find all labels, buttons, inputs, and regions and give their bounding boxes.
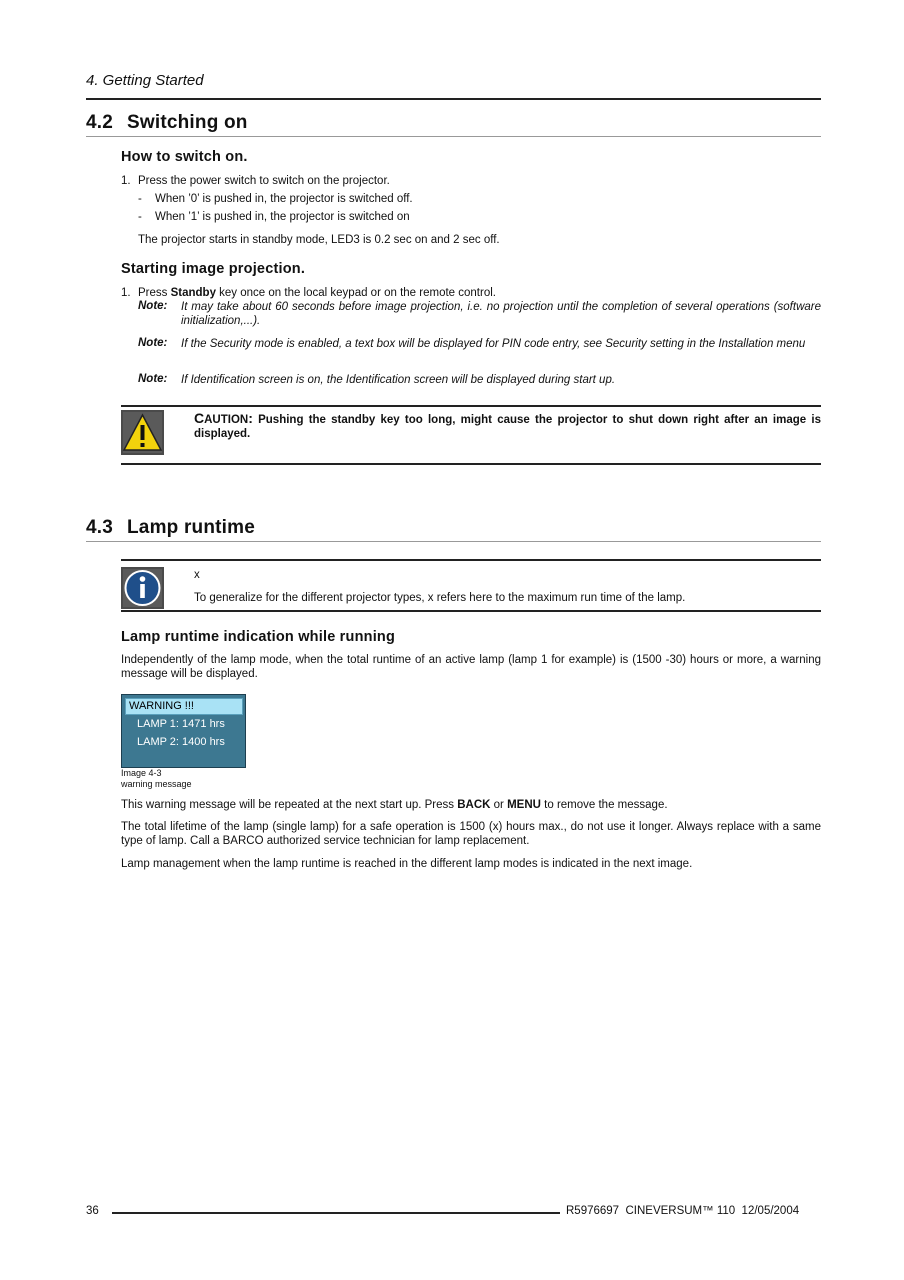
lamp1-runtime: LAMP 1: 1471 hrs <box>137 718 225 730</box>
page-number: 36 <box>86 1205 99 1217</box>
step-text-pre: Press <box>138 287 171 299</box>
caution-bottom-rule <box>121 463 821 465</box>
bullet-mark: - <box>138 193 142 205</box>
repeat-text-pre: This warning message will be repeated at the next start up. Press <box>121 799 458 811</box>
note-text: If the Security mode is enabled, a text box will be displayed for PIN code entry, see Security setting in the Installation menu <box>181 338 806 350</box>
image-caption-label: Image 4-3 <box>121 768 162 778</box>
caution-label-rest: AUTION <box>204 414 249 426</box>
warning-title: WARNING !!! <box>125 698 243 715</box>
warning-message-box <box>121 694 246 768</box>
step-text <box>138 286 496 300</box>
note-text: If Identification screen is on, the Identification screen will be displayed during start up. <box>181 374 616 386</box>
bullet-mark: - <box>138 211 142 223</box>
repeat-text-or: or <box>490 799 508 811</box>
step-text-post: key once on the local keypad or on the remote control. <box>215 287 496 299</box>
section-title-text: Lamp runtime <box>127 517 256 538</box>
subheading-starting-projection: Starting image projection. <box>121 261 306 277</box>
info-text: To generalize for the different projector types, x refers here to the maximum run time of the lamp. <box>194 592 686 604</box>
section-number: 4.2 <box>86 112 114 133</box>
subheading-lamp-runtime-indication: Lamp runtime indication while running <box>121 629 396 645</box>
bullet-item: When ’1’ is pushed in, the projector is switched on <box>155 211 410 223</box>
warning-triangle-icon <box>121 410 164 455</box>
indication-paragraph: Independently of the lamp mode, when the total runtime of an active lamp (lamp 1 for example) is (1500 -30) hours or more, a warning message will be displayed. <box>121 654 821 680</box>
note-label: Note: <box>138 373 168 385</box>
chapter-header: 4. Getting Started <box>86 72 204 89</box>
footer-doc-info: R5976697 CINEVERSUM™ 110 12/05/2004 <box>566 1205 800 1217</box>
note-text: It may take about 60 seconds before image projection, i.e. no projection until the completion of several operations (software initialization,...). <box>181 301 821 327</box>
caution-label-initial: C <box>194 410 205 426</box>
section-rule <box>86 136 821 137</box>
step-text: Press the power switch to switch on the projector. <box>138 175 390 187</box>
header-rule <box>86 98 821 100</box>
subheading-how-to-switch-on: How to switch on. <box>121 149 248 165</box>
menu-key-label: MENU <box>507 799 541 811</box>
step-number: 1. <box>121 175 131 187</box>
lifetime-paragraph: The total lifetime of the lamp (single lamp) for a safe operation is 1500 (x) hours max., do not use it longer. Always replace with a same type of lamp. Call a BARCO authorized service technician for lamp replacement. <box>121 821 821 847</box>
section-title-switching-on <box>86 112 248 134</box>
note-label: Note: <box>138 300 168 312</box>
info-top-rule <box>121 559 821 561</box>
image-caption-text: warning message <box>121 779 192 789</box>
lamp2-runtime: LAMP 2: 1400 hrs <box>137 736 225 748</box>
bullet-item: When ’0’ is pushed in, the projector is switched off. <box>155 193 413 205</box>
info-bottom-rule <box>121 610 821 612</box>
caution-label-colon: : <box>248 410 253 426</box>
step-number: 1. <box>121 287 131 299</box>
section-rule <box>86 541 821 542</box>
section-title-text: Switching on <box>127 112 248 133</box>
repeat-text-post: to remove the message. <box>540 799 668 811</box>
note-label: Note: <box>138 337 168 349</box>
repeat-paragraph <box>121 798 668 812</box>
caution-text <box>194 411 821 441</box>
footer-rule <box>112 1212 560 1214</box>
management-paragraph: Lamp management when the lamp runtime is reached in the different lamp modes is indicated in the next image. <box>121 858 693 870</box>
info-title: x <box>194 569 200 581</box>
standby-note: The projector starts in standby mode, LED3 is 0.2 sec on and 2 sec off. <box>138 234 500 246</box>
caution-top-rule <box>121 405 821 407</box>
standby-key-label: Standby <box>170 287 216 299</box>
section-title-lamp-runtime <box>86 517 255 539</box>
info-icon <box>121 567 164 609</box>
back-key-label: BACK <box>457 799 491 811</box>
caution-message: Pushing the standby key too long, might cause the projector to shut down right after an image is displayed. <box>194 414 821 440</box>
section-number: 4.3 <box>86 517 114 538</box>
